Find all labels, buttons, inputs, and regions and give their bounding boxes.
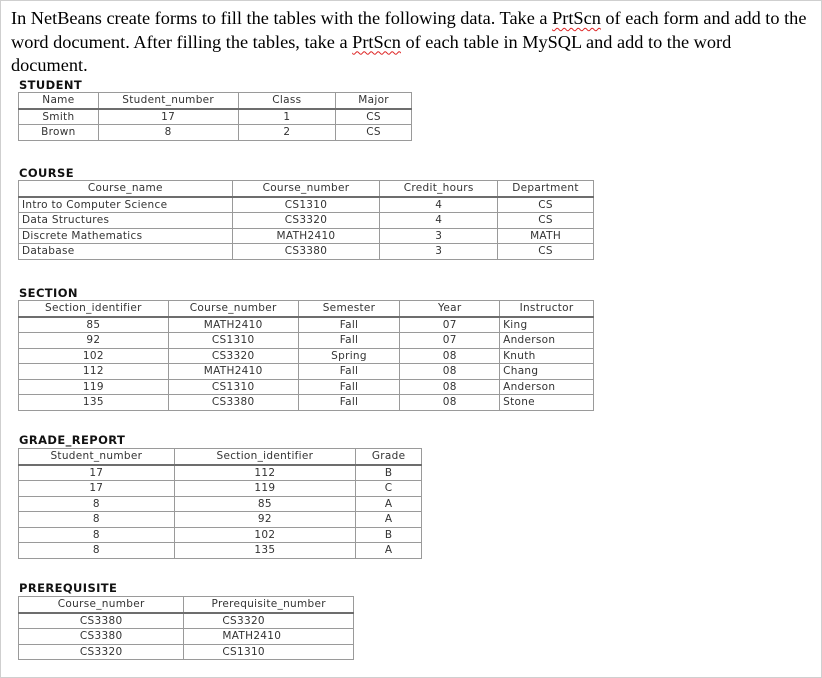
grade-report-table-title: GRADE_REPORT [19, 433, 126, 447]
table-header-row [19, 181, 594, 197]
table-cell: CS3380 [232, 244, 380, 260]
table-cell: Fall [298, 317, 400, 333]
table-cell: Anderson [500, 333, 594, 349]
table-cell: A [356, 543, 422, 559]
table-cell: C [356, 481, 422, 497]
table-cell: 102 [19, 348, 169, 364]
table-cell: B [356, 527, 422, 543]
table-cell: King [500, 317, 594, 333]
table-cell: 07 [400, 333, 500, 349]
column-header: Major [336, 93, 412, 109]
table-header-row [19, 301, 594, 317]
table-cell: CS3380 [19, 629, 184, 645]
table-cell: CS3320 [168, 348, 298, 364]
table-row [19, 395, 594, 411]
table-cell: 4 [380, 213, 498, 229]
table-cell: 08 [400, 348, 500, 364]
table-row [19, 317, 594, 333]
table-cell: 92 [19, 333, 169, 349]
table-row [19, 379, 594, 395]
table-row [19, 644, 354, 660]
table-cell: 135 [174, 543, 356, 559]
table-cell: CS1310 [184, 644, 354, 660]
table-cell: Fall [298, 364, 400, 380]
table-cell: 85 [19, 317, 169, 333]
table-row [19, 496, 422, 512]
instructions-paragraph [11, 7, 811, 78]
table-cell: MATH [498, 228, 594, 244]
table-cell: Discrete Mathematics [19, 228, 233, 244]
table-cell: CS [498, 197, 594, 213]
prtscn-word-1: PrtScn [552, 8, 601, 28]
table-cell: CS [336, 109, 412, 125]
column-header: Class [238, 93, 336, 109]
table-cell: 8 [19, 543, 175, 559]
table-cell: CS3380 [19, 613, 184, 629]
table-row [19, 512, 422, 528]
table-row [19, 213, 594, 229]
table-row [19, 465, 422, 481]
table-cell: B [356, 465, 422, 481]
table-cell: 8 [19, 496, 175, 512]
table-cell: Fall [298, 333, 400, 349]
table-cell: CS [336, 125, 412, 141]
table-cell: CS1310 [168, 333, 298, 349]
table-cell: 17 [98, 109, 238, 125]
table-cell: Smith [19, 109, 99, 125]
table-cell: MATH2410 [168, 317, 298, 333]
column-header: Student_number [98, 93, 238, 109]
table-cell: CS3320 [19, 644, 184, 660]
table-row [19, 244, 594, 260]
prerequisite-table-title: PREREQUISITE [19, 581, 118, 595]
table-cell: Intro to Computer Science [19, 197, 233, 213]
table-header-row [19, 449, 422, 465]
table-cell: Fall [298, 379, 400, 395]
student-table [18, 92, 412, 141]
table-cell: 119 [174, 481, 356, 497]
column-header: Section_identifier [19, 301, 169, 317]
table-cell: 135 [19, 395, 169, 411]
table-row [19, 543, 422, 559]
column-header: Name [19, 93, 99, 109]
column-header: Course_number [168, 301, 298, 317]
column-header: Prerequisite_number [184, 597, 354, 613]
column-header: Section_identifier [174, 449, 356, 465]
table-cell: A [356, 512, 422, 528]
table-cell: 112 [174, 465, 356, 481]
table-cell: 17 [19, 481, 175, 497]
column-header: Course_number [19, 597, 184, 613]
prtscn-word-2: PrtScn [352, 31, 401, 52]
table-cell: 119 [19, 379, 169, 395]
prerequisite-table [18, 596, 354, 660]
section-table [18, 300, 594, 411]
table-cell: MATH2410 [232, 228, 380, 244]
course-table [18, 180, 594, 260]
table-cell: MATH2410 [184, 629, 354, 645]
table-cell: 1 [238, 109, 336, 125]
table-cell: Knuth [500, 348, 594, 364]
grade-report-table [18, 448, 422, 559]
course-table-title: COURSE [19, 166, 74, 180]
table-row [19, 629, 354, 645]
table-cell: CS3380 [168, 395, 298, 411]
table-row [19, 228, 594, 244]
table-cell: 08 [400, 364, 500, 380]
table-cell: 08 [400, 379, 500, 395]
table-cell: 17 [19, 465, 175, 481]
table-cell: 8 [19, 512, 175, 528]
table-cell: Data Structures [19, 213, 233, 229]
table-row [19, 197, 594, 213]
column-header: Department [498, 181, 594, 197]
table-cell: 8 [98, 125, 238, 141]
table-cell: Anderson [500, 379, 594, 395]
table-cell: 85 [174, 496, 356, 512]
column-header: Credit_hours [380, 181, 498, 197]
section-table-title: SECTION [19, 286, 78, 300]
table-row [19, 613, 354, 629]
table-cell: CS [498, 213, 594, 229]
table-cell: 3 [380, 228, 498, 244]
instructions-text-2: of each form and add to the word document. After filling the tables, take a [11, 8, 807, 52]
table-cell: 92 [174, 512, 356, 528]
column-header: Student_number [19, 449, 175, 465]
table-row [19, 348, 594, 364]
student-table-title: STUDENT [19, 78, 83, 92]
instructions-text-1: In NetBeans create forms to fill the tables with the following data. Take a [11, 8, 553, 28]
table-cell: 3 [380, 244, 498, 260]
table-cell: CS3320 [184, 613, 354, 629]
column-header: Grade [356, 449, 422, 465]
table-header-row [19, 93, 412, 109]
table-cell: 4 [380, 197, 498, 213]
table-cell: Database [19, 244, 233, 260]
table-cell: Spring [298, 348, 400, 364]
table-cell: CS1310 [168, 379, 298, 395]
column-header: Semester [298, 301, 400, 317]
table-header-row [19, 597, 354, 613]
table-cell: CS1310 [232, 197, 380, 213]
table-cell: CS3320 [232, 213, 380, 229]
column-header: Course_number [232, 181, 380, 197]
column-header: Year [400, 301, 500, 317]
table-row [19, 527, 422, 543]
table-cell: Stone [500, 395, 594, 411]
table-cell: 07 [400, 317, 500, 333]
table-row [19, 125, 412, 141]
table-cell: 08 [400, 395, 500, 411]
column-header: Course_name [19, 181, 233, 197]
table-cell: 8 [19, 527, 175, 543]
table-cell: Brown [19, 125, 99, 141]
instructions-text-3: of each table in MySQL and add to the word document. [11, 31, 732, 75]
table-row [19, 109, 412, 125]
table-row [19, 333, 594, 349]
table-cell: MATH2410 [168, 364, 298, 380]
table-cell: A [356, 496, 422, 512]
column-header: Instructor [500, 301, 594, 317]
table-cell: CS [498, 244, 594, 260]
table-cell: 102 [174, 527, 356, 543]
table-cell: Fall [298, 395, 400, 411]
table-cell: 2 [238, 125, 336, 141]
table-row [19, 364, 594, 380]
table-cell: 112 [19, 364, 169, 380]
table-row [19, 481, 422, 497]
table-cell: Chang [500, 364, 594, 380]
